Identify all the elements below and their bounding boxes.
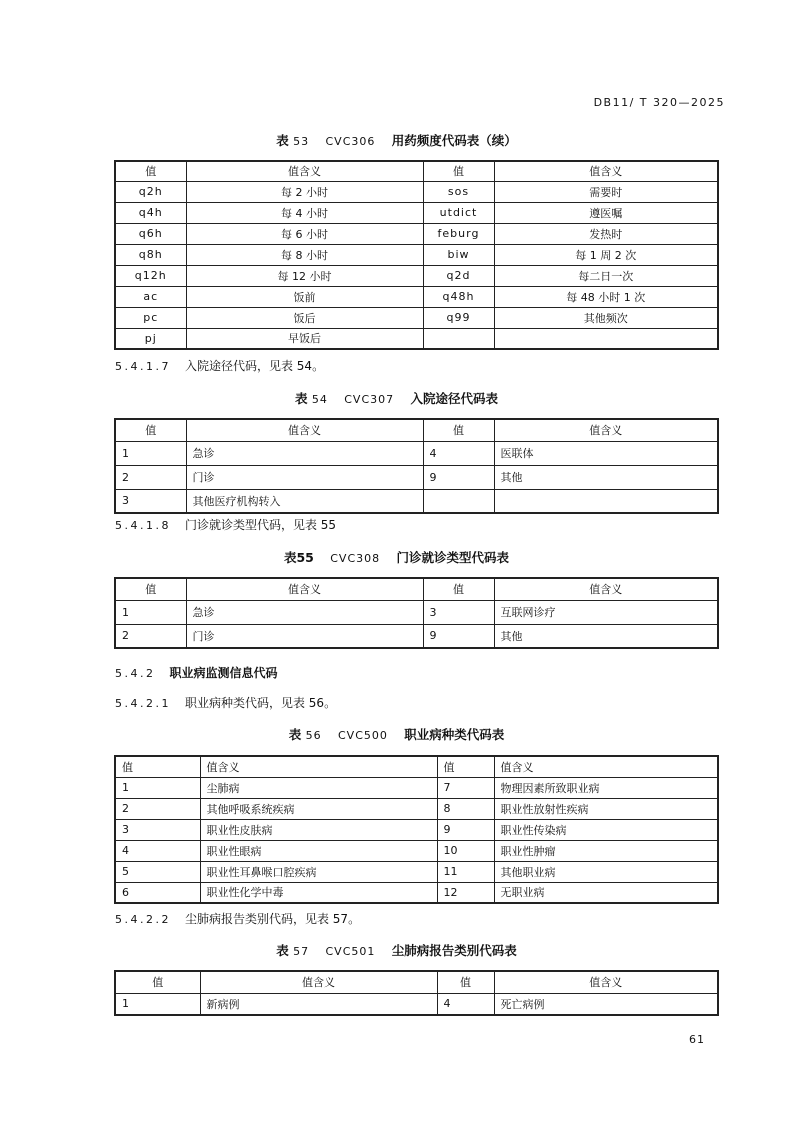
header-cell: 值含义 — [186, 578, 423, 600]
table-row — [115, 993, 718, 1015]
cell: q8h — [115, 244, 186, 265]
cell: q2h — [115, 181, 186, 202]
cell: 5 — [115, 861, 200, 882]
table-54-caption — [0, 389, 793, 407]
table-header-row — [115, 756, 718, 777]
cell: 其他医疗机构转入 — [186, 489, 423, 513]
cell: 每 1 周 2 次 — [494, 244, 718, 265]
header-cell: 值含义 — [200, 756, 437, 777]
cell: 新病例 — [200, 993, 437, 1015]
header-cell: 值 — [423, 161, 494, 181]
cell: 7 — [437, 777, 494, 798]
cell: 每二日一次 — [494, 265, 718, 286]
table-row — [115, 465, 718, 489]
table-56 — [114, 755, 719, 904]
clause-number: 5.4.1.8 — [115, 519, 171, 532]
table-row — [115, 244, 718, 265]
table-header-row — [115, 419, 718, 441]
caption-prefix: 表55 — [283, 550, 314, 565]
cell: 急诊 — [186, 600, 423, 624]
cell: 每 2 小时 — [186, 181, 423, 202]
caption-prefix: 表 — [295, 391, 308, 406]
cell: 门诊 — [186, 465, 423, 489]
table-57 — [114, 970, 719, 1016]
table-55-caption — [0, 548, 793, 566]
caption-code: CVC306 — [325, 135, 376, 148]
cell: 职业性传染病 — [494, 819, 718, 840]
table-row — [115, 202, 718, 223]
header-cell: 值含义 — [186, 161, 423, 181]
cell: 1 — [115, 441, 186, 465]
header-cell: 值含义 — [494, 419, 718, 441]
cell: 职业性眼病 — [200, 840, 437, 861]
cell: 每 8 小时 — [186, 244, 423, 265]
cell — [494, 328, 718, 349]
header-cell: 值含义 — [494, 161, 718, 181]
header-cell: 值含义 — [200, 971, 437, 993]
cell: 9 — [423, 465, 494, 489]
cell: 发热时 — [494, 223, 718, 244]
caption-code: CVC308 — [330, 552, 381, 565]
cell: 6 — [115, 882, 200, 903]
caption-number: 57 — [293, 945, 310, 958]
table-row — [115, 307, 718, 328]
table-header-row — [115, 161, 718, 181]
header-cell: 值 — [115, 578, 186, 600]
cell: 饭前 — [186, 286, 423, 307]
clause-text: 尘肺病报告类别代码，见表 57。 — [184, 912, 361, 926]
clause-number: 5.4.2.1 — [115, 697, 171, 710]
cell: 职业性化学中毒 — [200, 882, 437, 903]
cell: q4h — [115, 202, 186, 223]
table-row — [115, 223, 718, 244]
section-number: 5.4.2 — [115, 667, 156, 680]
table-row — [115, 181, 718, 202]
caption-code: CVC500 — [337, 729, 388, 742]
cell: 11 — [437, 861, 494, 882]
cell: 10 — [437, 840, 494, 861]
cell: 急诊 — [186, 441, 423, 465]
clause-text: 入院途径代码，见表 54。 — [184, 359, 325, 373]
caption-title: 职业病种类代码表 — [404, 727, 505, 742]
header-cell: 值含义 — [186, 419, 423, 441]
clause-text: 门诊就诊类型代码，见表 55 — [184, 518, 337, 532]
cell: 死亡病例 — [494, 993, 718, 1015]
page-number: 61 — [689, 1033, 705, 1046]
table-row — [115, 489, 718, 513]
cell — [423, 489, 494, 513]
cell: 物理因素所致职业病 — [494, 777, 718, 798]
table-row — [115, 798, 718, 819]
header-cell: 值含义 — [494, 756, 718, 777]
cell: 4 — [115, 840, 200, 861]
cell: 每 48 小时 1 次 — [494, 286, 718, 307]
table-row — [115, 600, 718, 624]
caption-code: CVC307 — [344, 393, 395, 406]
table-row — [115, 840, 718, 861]
cell: 3 — [423, 600, 494, 624]
cell: 职业性肿瘤 — [494, 840, 718, 861]
cell: 2 — [115, 798, 200, 819]
cell: 职业性皮肤病 — [200, 819, 437, 840]
cell — [423, 328, 494, 349]
cell: 其他 — [494, 624, 718, 648]
cell: q99 — [423, 307, 494, 328]
cell: 其他 — [494, 465, 718, 489]
table-row — [115, 624, 718, 648]
clause-5-4-2-1 — [115, 694, 336, 711]
cell: 3 — [115, 819, 200, 840]
cell: 早饭后 — [186, 328, 423, 349]
cell: 门诊 — [186, 624, 423, 648]
table-header-row — [115, 578, 718, 600]
document-code: DB11/ T 320—2025 — [593, 96, 725, 109]
header-cell: 值含义 — [494, 578, 718, 600]
table-54 — [114, 418, 719, 514]
cell: utdict — [423, 202, 494, 223]
caption-title: 入院途径代码表 — [410, 391, 498, 406]
cell: 2 — [115, 624, 186, 648]
header-cell: 值 — [115, 419, 186, 441]
caption-title: 用药频度代码表（续） — [391, 133, 517, 148]
cell: 每 12 小时 — [186, 265, 423, 286]
cell: q2d — [423, 265, 494, 286]
cell: biw — [423, 244, 494, 265]
cell: 其他职业病 — [494, 861, 718, 882]
caption-number: 53 — [293, 135, 310, 148]
table-row — [115, 819, 718, 840]
table-57-caption — [0, 941, 793, 959]
section-title: 职业病监测信息代码 — [169, 666, 278, 680]
clause-number: 5.4.1.7 — [115, 360, 171, 373]
table-row — [115, 265, 718, 286]
table-row — [115, 328, 718, 349]
cell: q6h — [115, 223, 186, 244]
cell: 4 — [423, 441, 494, 465]
header-cell: 值 — [423, 419, 494, 441]
cell: 互联网诊疗 — [494, 600, 718, 624]
cell: pc — [115, 307, 186, 328]
cell: feburg — [423, 223, 494, 244]
cell: 职业性放射性疾病 — [494, 798, 718, 819]
caption-number: 56 — [305, 729, 322, 742]
table-row — [115, 861, 718, 882]
clause-text: 职业病种类代码，见表 56。 — [184, 696, 337, 710]
table-53 — [114, 160, 719, 350]
header-cell: 值 — [115, 161, 186, 181]
cell: 12 — [437, 882, 494, 903]
cell: sos — [423, 181, 494, 202]
cell: 每 6 小时 — [186, 223, 423, 244]
cell: 每 4 小时 — [186, 202, 423, 223]
header-cell: 值 — [115, 756, 200, 777]
table-header-row — [115, 971, 718, 993]
cell: 职业性耳鼻喉口腔疾病 — [200, 861, 437, 882]
clause-5-4-1-7 — [115, 357, 324, 374]
cell: q48h — [423, 286, 494, 307]
cell: 1 — [115, 993, 200, 1015]
clause-5-4-1-8 — [115, 516, 336, 533]
cell: 1 — [115, 600, 186, 624]
caption-prefix: 表 — [276, 133, 289, 148]
cell: 3 — [115, 489, 186, 513]
table-55 — [114, 577, 719, 649]
header-cell: 值 — [437, 971, 494, 993]
cell: 9 — [423, 624, 494, 648]
caption-number: 54 — [311, 393, 328, 406]
caption-prefix: 表 — [276, 943, 289, 958]
cell: 需要时 — [494, 181, 718, 202]
caption-prefix: 表 — [288, 727, 302, 742]
cell: 遵医嘱 — [494, 202, 718, 223]
table-row — [115, 441, 718, 465]
table-row — [115, 882, 718, 903]
cell — [494, 489, 718, 513]
cell: ac — [115, 286, 186, 307]
caption-title: 尘肺病报告类别代码表 — [391, 943, 517, 958]
cell: 其他频次 — [494, 307, 718, 328]
caption-code: CVC501 — [325, 945, 376, 958]
cell: 饭后 — [186, 307, 423, 328]
table-56-caption — [0, 725, 793, 743]
cell: q12h — [115, 265, 186, 286]
caption-title: 门诊就诊类型代码表 — [396, 550, 510, 565]
header-cell: 值 — [115, 971, 200, 993]
cell: 2 — [115, 465, 186, 489]
cell: 9 — [437, 819, 494, 840]
cell: pj — [115, 328, 186, 349]
header-cell: 值 — [423, 578, 494, 600]
header-cell: 值含义 — [494, 971, 718, 993]
table-row — [115, 286, 718, 307]
cell: 无职业病 — [494, 882, 718, 903]
section-5-4-2 — [115, 664, 278, 681]
table-53-caption — [0, 131, 793, 149]
cell: 1 — [115, 777, 200, 798]
header-cell: 值 — [437, 756, 494, 777]
cell: 4 — [437, 993, 494, 1015]
cell: 其他呼吸系统疾病 — [200, 798, 437, 819]
cell: 尘肺病 — [200, 777, 437, 798]
clause-number: 5.4.2.2 — [115, 913, 171, 926]
cell: 8 — [437, 798, 494, 819]
clause-5-4-2-2 — [115, 910, 360, 927]
table-row — [115, 777, 718, 798]
cell: 医联体 — [494, 441, 718, 465]
